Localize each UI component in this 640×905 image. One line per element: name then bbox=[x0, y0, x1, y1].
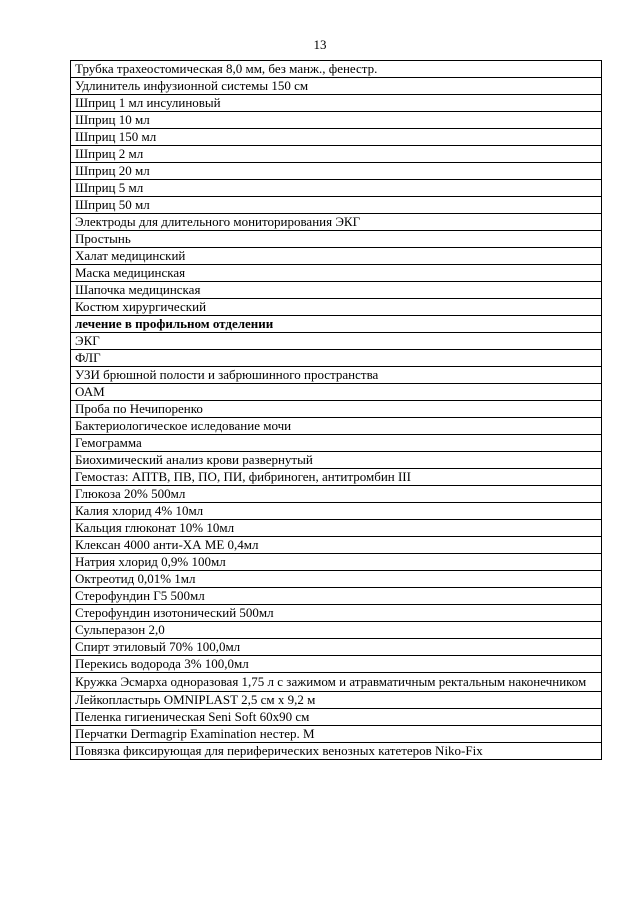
item-name-cell: Шприц 10 мл bbox=[71, 112, 602, 129]
table-row bbox=[71, 197, 602, 214]
item-name-cell: Шприц 5 мл bbox=[71, 180, 602, 197]
table-row bbox=[71, 367, 602, 384]
item-name-cell: ЭКГ bbox=[71, 333, 602, 350]
item-name-cell: Удлинитель инфузионной системы 150 см bbox=[71, 78, 602, 95]
table-row bbox=[71, 112, 602, 129]
item-name-cell: Маска медицинская bbox=[71, 265, 602, 282]
item-name-cell: Перчатки Dermagrip Examination нестер. M bbox=[71, 726, 602, 743]
table-row bbox=[71, 656, 602, 673]
item-name-cell: Шприц 20 мл bbox=[71, 163, 602, 180]
item-name-cell: Перекись водорода 3% 100,0мл bbox=[71, 656, 602, 673]
item-name-cell: Простынь bbox=[71, 231, 602, 248]
table-row bbox=[71, 622, 602, 639]
item-name-cell: Биохимический анализ крови развернутый bbox=[71, 452, 602, 469]
item-name-cell: Шприц 150 мл bbox=[71, 129, 602, 146]
item-name-cell: Повязка фиксирующая для периферических венозных катетеров Niko-Fix bbox=[71, 743, 602, 760]
page-number: 13 bbox=[313, 37, 327, 52]
item-name-cell: Кальция глюконат 10% 10мл bbox=[71, 520, 602, 537]
table-row bbox=[71, 282, 602, 299]
item-name-cell: Трубка трахеостомическая 8,0 мм, без манж., фенестр. bbox=[71, 61, 602, 78]
item-name-cell: Гемограмма bbox=[71, 435, 602, 452]
item-name-cell: ФЛГ bbox=[71, 350, 602, 367]
table-row bbox=[71, 605, 602, 622]
item-name-cell: Кружка Эсмарха одноразовая 1,75 л с зажимом и атравматичным ректальным наконечником bbox=[71, 673, 602, 692]
item-name-cell: Октреотид 0,01% 1мл bbox=[71, 571, 602, 588]
item-name-cell: Костюм хирургический bbox=[71, 299, 602, 316]
table-row bbox=[71, 265, 602, 282]
item-name-cell: Глюкоза 20% 500мл bbox=[71, 486, 602, 503]
table-row bbox=[71, 401, 602, 418]
table-row bbox=[71, 248, 602, 265]
table-row bbox=[71, 333, 602, 350]
item-name-cell: УЗИ брюшной полости и забрюшинного пространства bbox=[71, 367, 602, 384]
table-row bbox=[71, 350, 602, 367]
table-row bbox=[71, 588, 602, 605]
table-row bbox=[71, 673, 602, 692]
table-row bbox=[71, 61, 602, 78]
item-name-cell: Бактериологическое иследование мочи bbox=[71, 418, 602, 435]
table-row bbox=[71, 639, 602, 656]
table-row bbox=[71, 469, 602, 486]
item-name-cell: Лейкопластырь OMNIPLAST 2,5 см х 9,2 м bbox=[71, 692, 602, 709]
item-name-cell: Натрия хлорид 0,9% 100мл bbox=[71, 554, 602, 571]
item-name-cell: Стерофундин изотонический 500мл bbox=[71, 605, 602, 622]
items-table bbox=[70, 60, 602, 760]
table-row bbox=[71, 554, 602, 571]
table-row bbox=[71, 180, 602, 197]
table-row bbox=[71, 78, 602, 95]
table-row bbox=[71, 452, 602, 469]
item-name-cell: Сульперазон 2,0 bbox=[71, 622, 602, 639]
table-row bbox=[71, 726, 602, 743]
section-header-cell: лечение в профильном отделении bbox=[71, 316, 602, 333]
table-row bbox=[71, 692, 602, 709]
item-name-cell: Проба по Нечипоренко bbox=[71, 401, 602, 418]
items-table-body bbox=[71, 61, 602, 760]
item-name-cell: Спирт этиловый 70% 100,0мл bbox=[71, 639, 602, 656]
table-row bbox=[71, 520, 602, 537]
table-row bbox=[71, 214, 602, 231]
item-name-cell: Шапочка медицинская bbox=[71, 282, 602, 299]
item-name-cell: Калия хлорид 4% 10мл bbox=[71, 503, 602, 520]
table-row bbox=[71, 231, 602, 248]
item-name-cell: Клексан 4000 анти-ХА МЕ 0,4мл bbox=[71, 537, 602, 554]
table-row bbox=[71, 709, 602, 726]
table-row bbox=[71, 743, 602, 760]
item-name-cell: ОАМ bbox=[71, 384, 602, 401]
item-name-cell: Электроды для длительного мониторирования ЭКГ bbox=[71, 214, 602, 231]
table-row bbox=[71, 418, 602, 435]
table-row bbox=[71, 435, 602, 452]
table-row bbox=[71, 129, 602, 146]
table-row bbox=[71, 299, 602, 316]
table-row bbox=[71, 503, 602, 520]
item-name-cell: Халат медицинский bbox=[71, 248, 602, 265]
item-name-cell: Шприц 2 мл bbox=[71, 146, 602, 163]
table-row bbox=[71, 163, 602, 180]
table-row bbox=[71, 537, 602, 554]
item-name-cell: Пеленка гигиеническая Seni Soft 60х90 см bbox=[71, 709, 602, 726]
table-row bbox=[71, 146, 602, 163]
table-row bbox=[71, 486, 602, 503]
item-name-cell: Шприц 1 мл инсулиновый bbox=[71, 95, 602, 112]
section-header-row bbox=[71, 316, 602, 333]
item-name-cell: Стерофундин Г5 500мл bbox=[71, 588, 602, 605]
item-name-cell: Гемостаз: АПТВ, ПВ, ПО, ПИ, фибриноген, антитромбин III bbox=[71, 469, 602, 486]
table-row bbox=[71, 95, 602, 112]
item-name-cell: Шприц 50 мл bbox=[71, 197, 602, 214]
table-row bbox=[71, 384, 602, 401]
table-row bbox=[71, 571, 602, 588]
